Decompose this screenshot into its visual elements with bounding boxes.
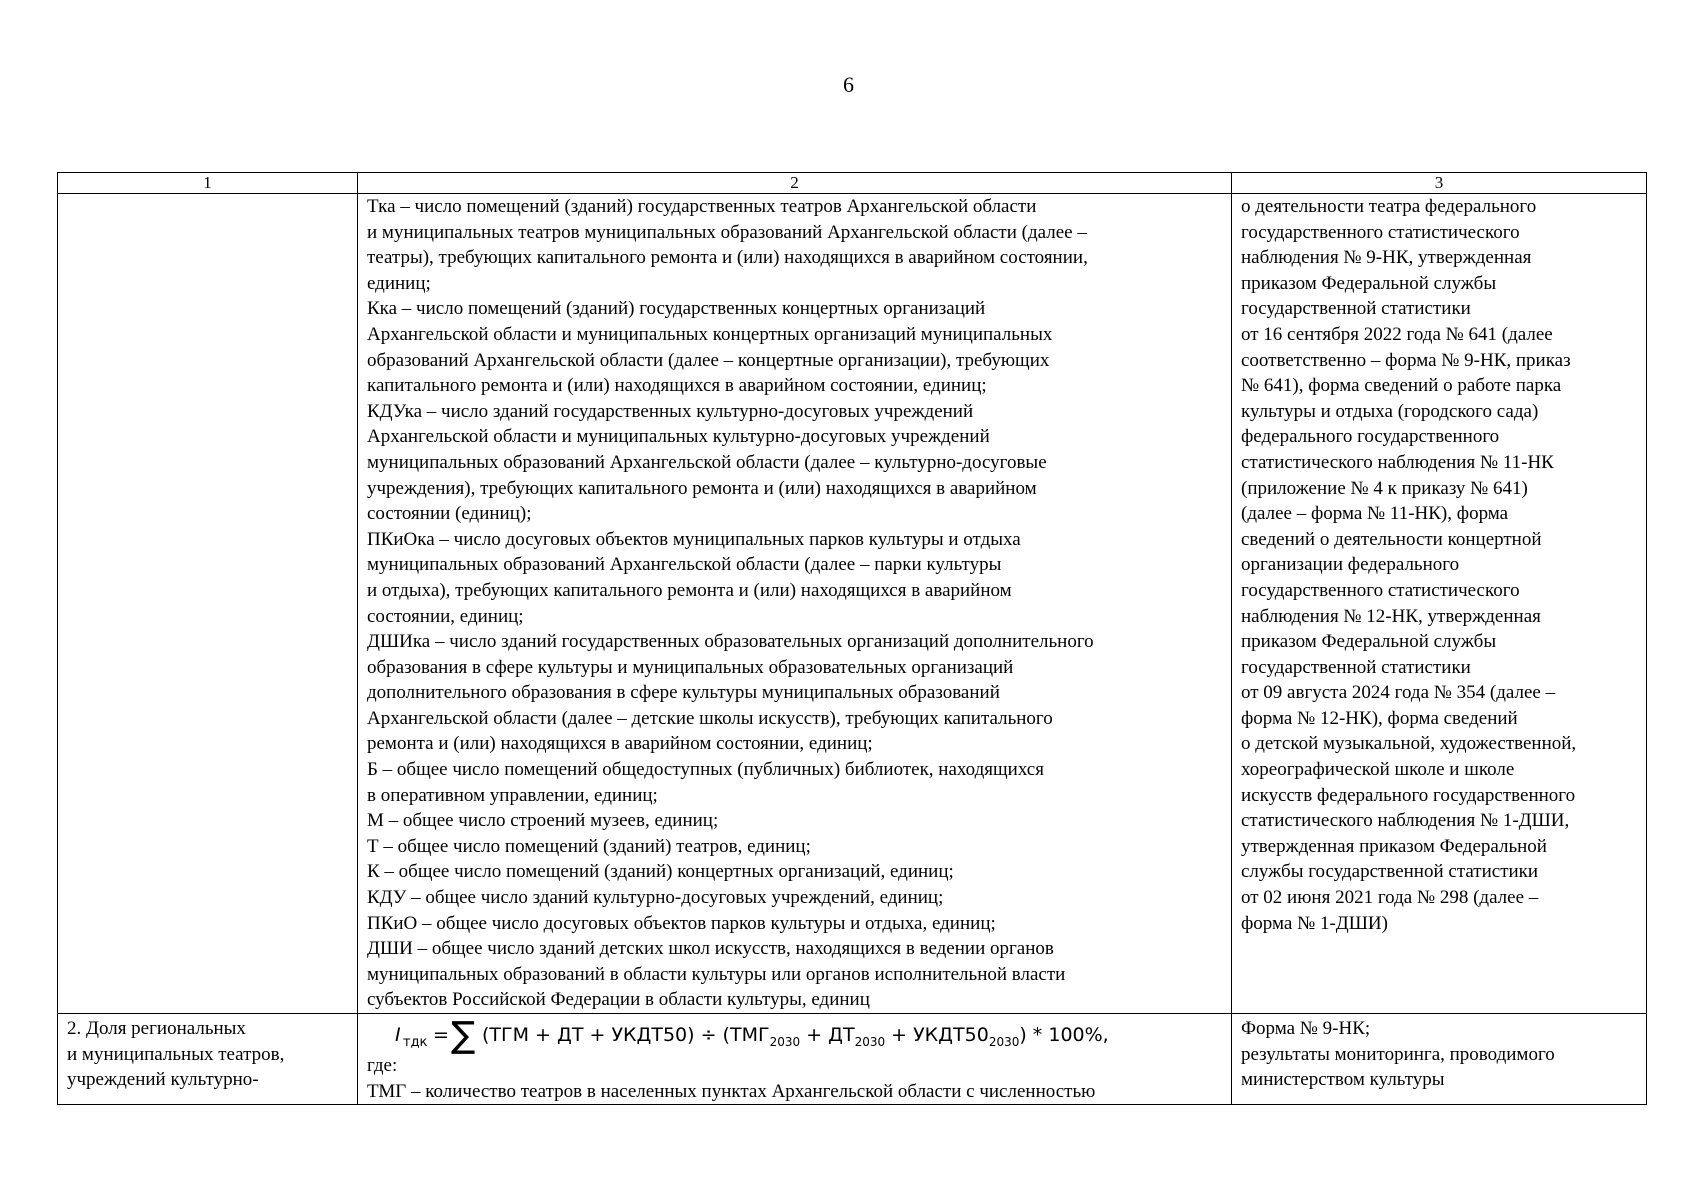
text-line: ПКиОка – число досуговых объектов муниципальных парков культуры и отдыха [367,528,1021,550]
formula-part [482,1024,1109,1049]
text-line: форма № 1-ДШИ) [1241,912,1388,934]
text-line: Архангельской области (далее – детские школы искусств), требующих капитального [367,707,1053,729]
row2-definitions-cell [358,1014,1232,1105]
text-line: статистического наблюдения № 1-ДШИ, [1241,810,1570,832]
text-line: государственного статистического [1241,579,1520,601]
formula-part-2: + ДТ [800,1024,855,1046]
text-line: ДШИка – число зданий государственных образовательных организаций дополнительного [367,631,1094,653]
text-line: № 641), форма сведений о работе парка [1241,375,1562,397]
text-line: учреждения), требующих капитального ремонта и (или) находящихся в аварийном [367,477,1037,499]
formula-graphic [395,1015,1185,1055]
text-line: в оперативном управлении, единиц; [367,784,658,806]
text-line: результаты мониторинга, проводимого [1241,1043,1555,1065]
text-line: единиц; [367,272,431,294]
text-line: государственного статистического [1241,221,1520,243]
text-line: о детской музыкальной, художественной, [1241,733,1577,755]
text-line: федерального государственного [1241,426,1500,448]
text-line: Архангельской области и муниципальных концертных организаций муниципальных [367,323,1053,345]
row2-indicator-cell [58,1014,358,1105]
text-line: Кка – число помещений (зданий) государственных концертных организаций [367,298,986,320]
text-line: и муниципальных театров муниципальных образований Архангельской области (далее – [367,221,1087,243]
indicator-name [67,1016,351,1093]
text-line: состоянии (единиц); [367,503,532,525]
text-line: ПКиО – общее число досуговых объектов парков культуры и отдыха, единиц; [367,912,996,934]
column-header-2: 2 [358,173,1232,194]
text-line: муниципальных образований Архангельской области (далее – культурно-досуговые [367,451,1047,473]
text-line: сведений о деятельности концертной [1241,528,1542,550]
text-line: приказом Федеральной службы [1241,272,1497,294]
text-line: ремонта и (или) находящихся в аварийном состоянии, единиц; [367,733,873,755]
text-line: КДУ – общее число зданий культурно-досуговых учреждений, единиц; [367,887,944,909]
text-line: форма № 12-НК), форма сведений [1241,707,1518,729]
text-line: утвержденная приказом Федеральной [1241,835,1547,857]
text-line: муниципальных образований в области культуры или органов исполнительной власти [367,963,1066,985]
text-line: министерством культуры [1241,1069,1445,1091]
table-row [58,194,1647,1014]
text-line: и муниципальных театров, [67,1043,285,1065]
text-line: (далее – форма № 11-НК), форма [1241,503,1509,525]
text-line: Б – общее число помещений общедоступных (публичных) библиотек, находящихся [367,759,1044,781]
formula-sum-sign: ∑ [451,1015,476,1055]
row1-indicator-cell [58,194,358,1014]
formula-equals: = [433,1024,449,1046]
text-line: (приложение № 4 к приказу № 641) [1241,477,1528,499]
text-line: Тка – число помещений (зданий) государственных театров Архангельской области [367,196,1037,217]
formula-lhs-subscript: тдк [403,1035,428,1050]
table-row [58,1014,1647,1105]
text-line: ДШИ – общее число зданий детских школ искусств, находящихся в ведении органов [367,938,1054,960]
text-line: от 09 августа 2024 года № 354 (далее – [1241,682,1556,704]
table-header-row [58,173,1647,194]
source-text [1241,1016,1640,1093]
row2-source-cell [1232,1014,1647,1105]
text-line: учреждений культурно- [67,1069,259,1091]
text-line: К – общее число помещений (зданий) концертных организаций, единиц; [367,861,954,883]
text-line: где: [367,1055,398,1076]
text-line: образований Архангельской области (далее – концертные организации), требующих [367,349,1050,371]
document-table [57,172,1647,1105]
text-line: капитального ремонта и (или) находящихся в аварийном состоянии, единиц; [367,375,987,397]
text-line: государственной статистики [1241,656,1471,678]
text-line: Т – общее число помещений (зданий) театров, единиц; [367,835,811,857]
text-line: Форма № 9-НК; [1241,1018,1371,1039]
text-line: хореографической школе и школе [1241,759,1515,781]
formula-explanation [367,1053,1225,1104]
text-line: от 16 сентября 2022 года № 641 (далее [1241,323,1553,345]
text-line: организации федерального [1241,554,1460,576]
column-header-3: 3 [1232,173,1647,194]
text-line: о деятельности театра федерального [1241,196,1537,217]
text-line: службы государственной статистики [1241,861,1539,883]
text-line: культуры и отдыха (городского сада) [1241,400,1539,422]
text-line: дополнительного образования в сфере культуры муниципальных образований [367,682,1000,704]
text-line: наблюдения № 9-НК, утвержденная [1241,247,1532,269]
formula-lhs: I [395,1024,401,1046]
text-line: КДУка – число зданий государственных культурно-досуговых учреждений [367,400,974,422]
text-line: соответственно – форма № 9-НК, приказ [1241,349,1571,371]
formula-sub-2: 2030 [854,1035,886,1049]
page-number: 6 [843,72,854,97]
text-line: театры), требующих капитального ремонта и (или) находящихся в аварийном состоянии, [367,247,1088,269]
text-line: 2. Доля региональных [67,1018,246,1039]
text-line: от 02 июня 2021 года № 298 (далее – [1241,887,1539,909]
text-line: муниципальных образований Архангельской области (далее – парки культуры [367,554,1002,576]
text-line: состоянии, единиц; [367,605,524,627]
text-line: Архангельской области и муниципальных культурно-досуговых учреждений [367,426,990,448]
text-line: государственной статистики [1241,298,1471,320]
text-line: образования в сфере культуры и муниципальных образовательных организаций [367,656,1014,678]
text-line: субъектов Российской Федерации в области культуры, единиц [367,989,870,1011]
text-line: и отдыха), требующих капитального ремонта и (или) находящихся в аварийном [367,579,1012,601]
definitions-text [367,194,1225,1013]
text-line: статистического наблюдения № 11-НК [1241,451,1554,473]
text-line: наблюдения № 12-НК, утвержденная [1241,605,1541,627]
column-header-1: 1 [58,173,358,194]
formula-sub-3: 2030 [988,1035,1020,1049]
formula [367,1014,1225,1053]
formula-part-4: ) * 100%, [1019,1024,1109,1046]
text-line: приказом Федеральной службы [1241,631,1497,653]
formula-part-3: + УКДТ50 [885,1024,989,1046]
formula-sub-1: 2030 [769,1035,801,1049]
source-text [1241,194,1640,936]
row1-source-cell [1232,194,1647,1014]
text-line: искусств федерального государственного [1241,784,1576,806]
text-line: ТМГ – количество театров в населенных пунктах Архангельской области с численностью [367,1080,1096,1102]
text-line: М – общее число строений музеев, единиц; [367,810,719,832]
formula-part-1: (ТГМ + ДТ + УКДТ50) ÷ (ТМГ [482,1024,770,1046]
row1-definitions-cell [358,194,1232,1014]
